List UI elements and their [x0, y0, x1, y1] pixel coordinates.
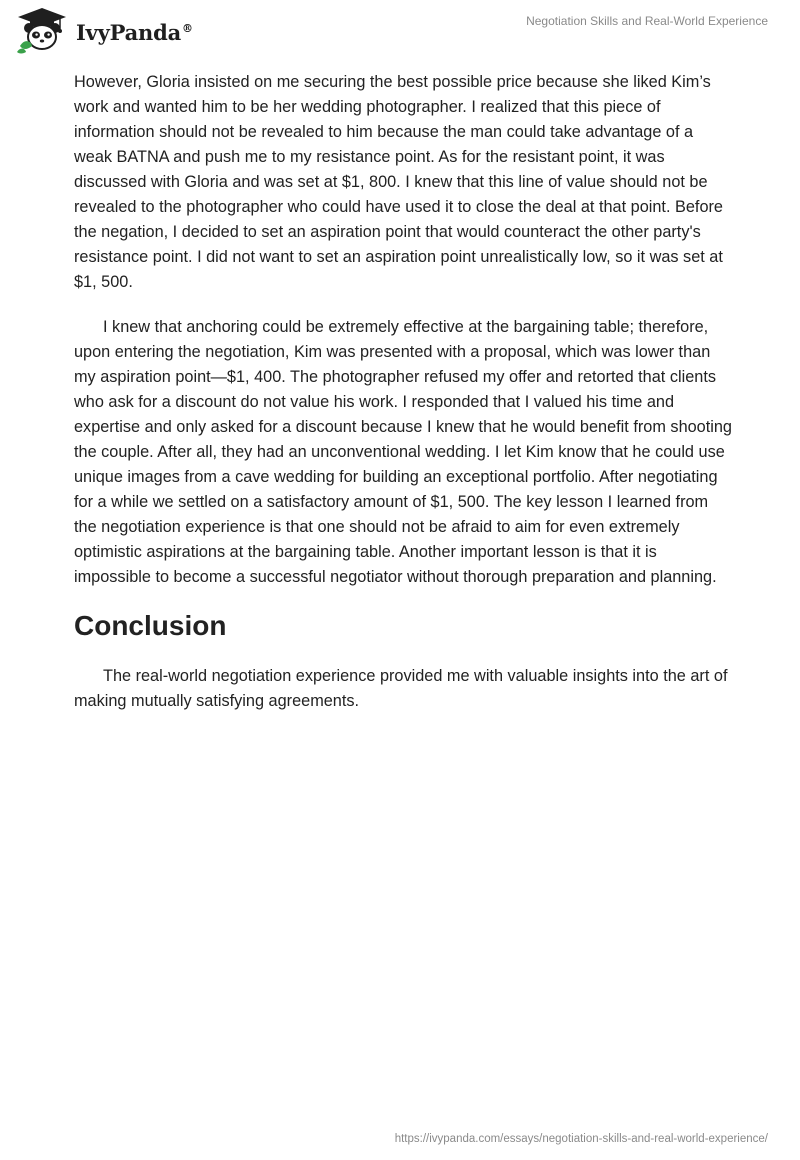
section-heading-conclusion: Conclusion	[74, 610, 227, 641]
panda-graduation-cap-icon	[14, 6, 70, 54]
page-header	[0, 0, 800, 64]
conclusion-paragraph: The real-world negotiation experience provided me with valuable insights into the art of making mutually satisfying agreements.	[74, 667, 728, 710]
brand-name: IvyPanda®	[76, 19, 193, 45]
source-url-link[interactable]: https://ivypanda.com/essays/negotiation-skills-and-real-world-experience/	[394, 1133, 768, 1145]
ivypanda-logo[interactable]	[14, 6, 193, 54]
body-paragraph: I knew that anchoring could be extremely effective at the bargaining table; therefore, upon entering the negotiation, Kim was presented with a proposal, which was lower than my aspiration point—$1, 400. The photographer refused my offer and retorted that clients who ask for a discount do not value his work. I responded that I valued his time and expertise and only asked for a discount because I knew that he would benefit from shooting the couple. After all, they had an unconventional wedding. I let Kim know that he could use unique images from a cave wedding for building an exceptional portfolio. After negotiating for a while we settled on a satisfactory amount of $1, 500. The key lesson I learned from the negotiation experience is that one should not be afraid to aim for even extremely optimistic aspirations at the bargaining table. Another important lesson is that it is impossible to become a successful negotiator without thorough preparation and planning.	[74, 318, 732, 586]
body-paragraph: However, Gloria insisted on me securing the best possible price because she liked Kim’s work and wanted him to be her wedding photographer. I realized that this piece of information should not be revealed to him because the man could take advantage of a weak BATNA and push me to my resistance point. As for the resistant point, it was discussed with Gloria and was set at $1, 800. I knew that this line of value should not be revealed to the photographer who could have used it to close the deal at that point. Before the negation, I decided to set an aspiration point that would counteract the other party's resistance point. I did not want to set an aspiration point unrealistically low, so it was set at $1, 500.	[74, 73, 723, 291]
running-title: Negotiation Skills and Real-World Experience	[526, 14, 768, 28]
registered-mark: ®	[182, 21, 193, 35]
essay-content	[74, 70, 734, 714]
